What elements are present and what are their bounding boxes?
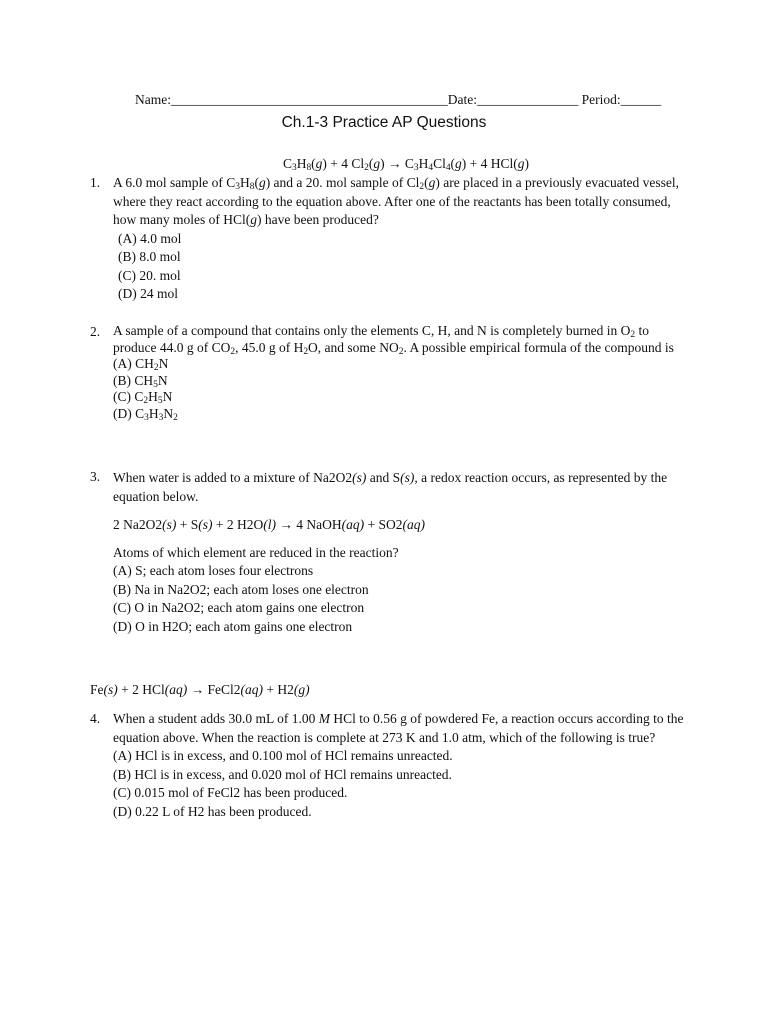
question-2 (90, 323, 690, 422)
choice-d[interactable]: (D) $C_3H_3N_2$ (113, 405, 178, 423)
choice-c[interactable]: (C) 20. mol (118, 267, 181, 283)
question-4 (90, 710, 690, 821)
question-number: 1. (90, 175, 101, 190)
choice-c[interactable]: (C) 0.015 mol of FeCl2 has been produced. (113, 785, 348, 800)
question-1 (90, 174, 690, 304)
question-number: 3. (90, 469, 101, 484)
question-stem: When water is added to a mixture of Na2O2(s) and S(s), a redox reaction occurs, as represented by the equation below. (113, 470, 668, 504)
equation-1: $C_3H_8(g) + 4$ $Cl_2(g) \to C_3H_4Cl_4(g) + 4$ HCl(g) (282, 156, 530, 173)
choice-b[interactable]: (B) 8.0 mol (118, 249, 181, 264)
page-title: Ch.1-3 Practice AP Questions (281, 114, 487, 131)
answer-choices (118, 230, 690, 304)
answer-choices (113, 356, 690, 422)
question-number: 2. (90, 324, 101, 339)
question-prompt: Atoms of which element are reduced in the reaction? (113, 545, 399, 560)
choice-d[interactable]: (D) 0.22 L of H2 has been produced. (113, 803, 312, 819)
header-line (135, 92, 695, 108)
answer-choices (113, 562, 690, 636)
choice-b[interactable]: (B) Na in Na2O2; each atom loses one electron (113, 581, 369, 597)
choice-c[interactable]: (C) $C_2H_5N$ (113, 389, 173, 406)
choice-c[interactable]: (C) O in Na2O2; each atom gains one electron (113, 600, 365, 615)
period-blank: ______ (620, 92, 662, 107)
date-label: Date: (447, 92, 477, 107)
choice-a[interactable]: (A) 4.0 mol (118, 230, 182, 246)
name-blank: _________________________________________ (171, 92, 448, 107)
equation-3: 2 Na2O2(s) + S(s) + 2 H2O(l) → 4 NaOH(aq) + SO2(aq) (113, 517, 425, 532)
equation-4: Fe(s) + 2 HCl(aq) → FeCl2(aq) + H2(g) (90, 682, 310, 697)
choice-d[interactable]: (D) O in H2O; each atom gains one electron (113, 618, 353, 634)
choice-b[interactable]: (B) $CH_5N$ (113, 372, 168, 390)
date-blank: _______________ (477, 92, 579, 107)
period-label: Period: (581, 92, 621, 107)
choice-a[interactable]: (A) HCl is in excess, and 0.100 mol of HCl remains unreacted. (113, 748, 453, 763)
choice-a[interactable]: (A) $CH_2N$ (113, 356, 169, 373)
choice-a[interactable]: (A) S; each atom loses four electrons (113, 563, 314, 578)
name-label: Name: (135, 92, 171, 107)
choice-b[interactable]: (B) HCl is in excess, and 0.020 mol of HCl remains unreacted. (113, 766, 452, 782)
question-number: 4. (90, 711, 101, 726)
choice-d[interactable]: (D) 24 mol (118, 286, 178, 301)
question-3 (90, 468, 690, 636)
question-stem: A 6.0 mol sample of $C_3H_8(g)$ and a 20. mol sample of $Cl_2(g)$ are placed in a previously evacuated vessel, where they react according to the equation above. After one of the reactants has been totally consumed, how many moles of HCl(g) have been produced? (113, 175, 680, 227)
question-stem: When a student adds 30.0 mL of 1.00 M HCl to 0.56 g of powdered Fe, a reaction occurs according to the equation above. When the reaction is complete at 273 K and 1.0 atm, which of the following is true? (113, 711, 684, 745)
question-stem: A sample of a compound that contains only the elements C, H, and N is completely burned in $O_2$ to produce 44.0 g of $CO_2$, 45.0 g of $H_2O$, and some $NO_2$. A possible empirical formula of the compound is (113, 323, 674, 357)
answer-choices (113, 747, 690, 821)
